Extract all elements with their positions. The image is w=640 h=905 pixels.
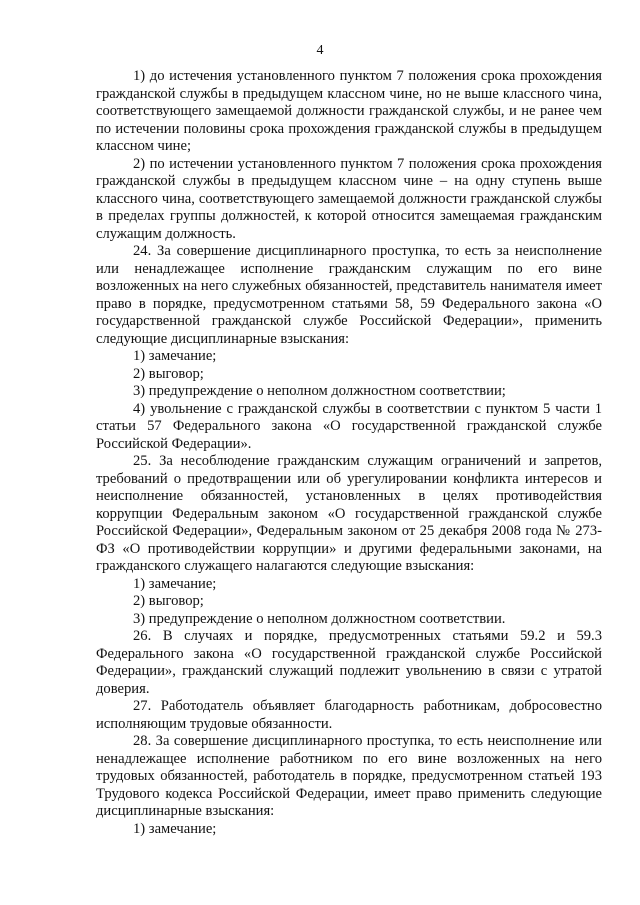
page-number: 4	[316, 43, 324, 58]
paragraph-27: 27. Работодатель объявляет благодарность работникам, добросовестно исполняющим трудовые обязанности.	[96, 698, 602, 732]
paragraph-26: 26. В случаях и порядке, предусмотренных статьями 59.2 и 59.3 Федерального закона «О государственной гражданской службе Российской Федерации», гражданский служащий подлежит увольнению в связи с утратой доверия.	[96, 628, 602, 697]
paragraph-25: 25. За несоблюдение гражданским служащим ограничений и запретов, требований о предотвращении или об урегулировании конфликта интересов и неисполнение обязанностей, установленных в целях противодействия коррупции Федеральным законом «О государственной гражданской службе Российской Федерации», Федеральным законом от 25 декабря 2008 года № 273-ФЗ «О противодействии коррупции» и другими федеральными законами, на гражданского служащего налагаются следующие взыскания:	[96, 453, 602, 574]
list-item-25-3: 3) предупреждение о неполном должностном соответствии.	[133, 610, 506, 627]
list-item-24-3: 3) предупреждение о неполном должностном соответствии;	[133, 383, 506, 399]
list-item-24-1: 1) замечание;	[133, 348, 217, 364]
list-item-25-2: 2) выговор;	[133, 593, 204, 609]
list-item-25-1: 1) замечание;	[133, 575, 217, 592]
list-item-28-1: 1) замечание;	[133, 820, 217, 837]
document-body	[96, 68, 602, 838]
list-item-24-2: 2) выговор;	[133, 365, 204, 382]
paragraph-clause-1: 1) до истечения установленного пунктом 7 положения срока прохождения гражданской службы в предыдущем классном чине, но не выше классного чина, соответствующего замещаемой должности гражданской службы, и не ранее чем по истечении половины срока прохождения гражданской службы в предыдущем классном чине;	[96, 68, 602, 154]
list-item-24-4: 4) увольнение с гражданской службы в соответствии с пунктом 5 части 1 статьи 57 Федерального закона «О государственной гражданской службе Российской Федерации».	[96, 400, 602, 452]
paragraph-clause-2: 2) по истечении установленного пунктом 7 положения срока прохождения гражданской службы в предыдущем классном чине – на одну ступень выше классного чина, соответствующего замещаемой должности гражданской службы в пределах группы должностей, к которой относится замещаемая гражданским служащим должность.	[96, 155, 602, 242]
paragraph-28: 28. За совершение дисциплинарного проступка, то есть неисполнение или ненадлежащее исполнение работником по его вине возложенных на него трудовых обязанностей, работодатель в порядке, предусмотренном статьей 193 Трудового кодекса Российской Федерации, имеет право применить следующие дисциплинарные взыскания:	[96, 733, 602, 819]
paragraph-24: 24. За совершение дисциплинарного проступка, то есть за неисполнение или ненадлежащее исполнение гражданским служащим по его вине возложенных на него служебных обязанностей, представитель нанимателя имеет право в порядке, предусмотренном статьями 58, 59 Федерального закона «О государственной гражданской службе Российской Федерации», применить следующие дисциплинарные взыскания:	[96, 243, 602, 347]
